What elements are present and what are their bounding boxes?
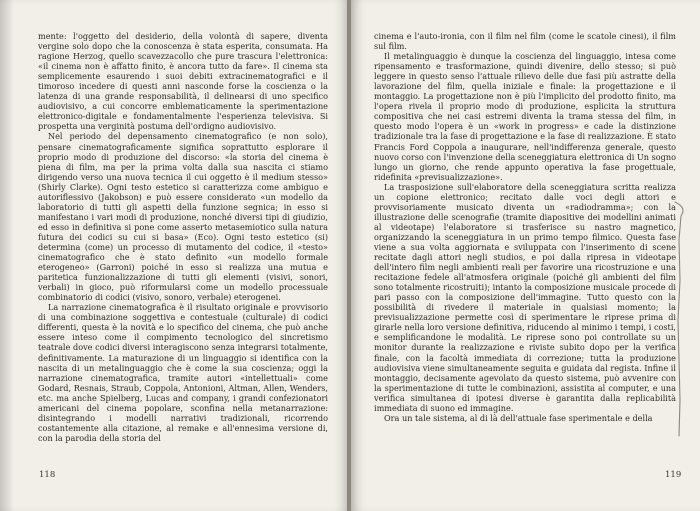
paragraph: La trasposizione sull'elaboratore della sceneggiatura scritta realizza un copione elettronico; recitato dalle voci degli attori e provvisoriamente musicato diventa un «radiodramma»; con la illustrazione delle scenografie (tramite diapositive dei modellini animati al videotape) l'elaboratore si trasferisce su nastro magnetico, organizzando la sceneggiatura in un primo tempo filmico. Questa fase viene a sua volta aggiornata e sviluppata con l'inserimento di scene recitate dagli attori negli studios, e poi dalla ripresa in videotape dell'intero film negli ambienti reali per favorire una ricostruzione e una recitazione fedele all'atmosfera originale (poiché gli ambienti del film sono totalmente ricostruiti); intanto la composizione musicale procede di pari passo con la composizione dell'immagine. Tutto questo con la possibilità di rivedere il materiale in qualsiasi momento; la previsualizzazione permette così di sperimentare le riprese prima di girarle nella loro versione definitiva, riducendo al minimo i tempi, i costi, e semplificandone le modalità. Le riprese sono poi controllate su un monitor durante la realizzazione e riviste subito dopo per la verifica finale, con la facoltà immediata di correzione; tutta la produzione audiovisiva viene simultaneamente seguita e guidata dal regista. Infine il montaggio, decisamente agevolato da questo sistema, può avvenire con la sperimentazione di tutte le combinazioni, assistita al computer, e una verifica simultanea di ipotesi diverse è garantita dalla replicabilità immediata di suono ed immagine. bbox=[374, 181, 676, 413]
paragraph: mente: l'oggetto del desiderio, della volontà di sapere, diventa vergine solo dopo che la conoscenza è stata esperita, consumata. Ha ragione Herzog, quello scavezzacollo che pure trascura l'elettronica: «il cinema non è affatto finito, è ancora tutto da fare». Il cinema sta semplicemente esaurendo i suoi debiti extracinematografici e il timoroso incedere di questi anni nasconde forse la coscienza o la latenza di una grande responsabilità, il delinearsi di uno specifico audiovisivo, a cui concorre emblematicamente la sperimentazione elettronico-digitale e fondamentalmente l'esperienza televisiva. Si prospetta una verginità postuma dell'ordigno audiovisivo. bbox=[38, 31, 328, 132]
paragraph: La narrazione cinematografica è il risultato originale e provvisorio di una combinazione soggettiva e contestuale (culturale) di codici differenti, questa è la novità e lo specifico del cinema, che può anche essere inteso come il compimento tecnologico del sincretismo teatrale dove codici diversi interagiscono senza integrarsi totalmente, definitivamente. La maturazione di un linguaggio si identifica con la nascita di un metalinguaggio che è come la sua coscienza; oggi la narrazione cinematografica, tramite autori «intellettuali» come Godard, Resnais, Straub, Coppola, Antonioni, Altman, Allen, Wenders, etc. ma anche Spielberg, Lucas and company, i grandi confezionatori americani del cinema popolare, sconfina nella metanarrazione: disintegrando i modelli narrativi tradizionali, ricorrendo costantemente alla citazione, al remake e all'ennesima versione di, con la parodia della storia del bbox=[38, 302, 328, 443]
left-page-text bbox=[38, 31, 328, 443]
paragraph: Il metalinguaggio è dunque la coscienza del linguaggio, intesa come ripensamento e trasformazione, quindi divenire, dello stesso; si può leggere in questo senso l'attuale rilievo delle due fasi più astratte della lavorazione del film, quella iniziale e finale: la progettazione e il montaggio. La progettazione non è più l'implicito del prodotto finito, ma l'opera rivela il proprio modo di produzione, esplicita la struttura compositiva che nei casi estremi diventa la trama stessa del film, in questo modo l'opera è un «work in progress» e cade la distinzione tradizionale tra la fase di progettazione e la fase di realizzazione. È stato Francis Ford Coppola a inaugurare, nell'indifferenza generale, questo nuovo corso con l'invenzione della sceneggiatura elettronica di Un sogno lungo un giorno, che rende appunto operativa la fase progettuale, ridefinita «previsualizzazione». bbox=[374, 51, 676, 182]
margin-pencil-mark bbox=[671, 200, 693, 440]
page-edge-shadow bbox=[0, 0, 14, 511]
left-page bbox=[0, 0, 349, 511]
right-page bbox=[351, 0, 700, 511]
page-number: 119 bbox=[665, 470, 682, 480]
paragraph: Ora un tale sistema, al di là dell'attuale fase sperimentale e della bbox=[384, 412, 653, 423]
paragraph: Nel periodo del depensamento cinematografico (e non solo), pensare cinematograficamente significa soprattutto esplorare il proprio modo di produzione del discorso: «la storia del cinema è piena di film, ma per la prima volta dalla sua nascita ci stiamo dirigendo verso una nuova tecnica il cui oggetto è il medium stesso» (Shirly Clarke). Ogni testo estetico si caratterizza come ambiguo e autoriflessivo (Jakobson) e può essere considerato «un modello da laboratorio di tutti gli aspetti della funzione segnica; in esso si manifestano i vari modi di produzione, nonché diversi tipi di giudizio, ed esso in definitiva si pone come asserto metasemiotico sulla natura futura dei codici su cui si basa» (Eco). Ogni testo estetico (si) determina (come) un processo di mutamento del codice, il «testo» cinematografico che è stato definito «un modello formale eterogeneo» (Garroni) poiché in esso si realizza una mutua e paritetica funzionalizzazione di tutti gli elementi (visivi, sonori, verbali) in gioco, può riformularsi come un modello processuale combinatorio di codici (visivo, sonoro, verbale) eterogenei. bbox=[38, 131, 328, 303]
page-number: 118 bbox=[39, 470, 56, 480]
right-page-text bbox=[374, 31, 676, 423]
paragraph: cinema e l'auto-ironia, con il film nel film (come le scatole cinesi), il film sul film. bbox=[374, 31, 676, 52]
